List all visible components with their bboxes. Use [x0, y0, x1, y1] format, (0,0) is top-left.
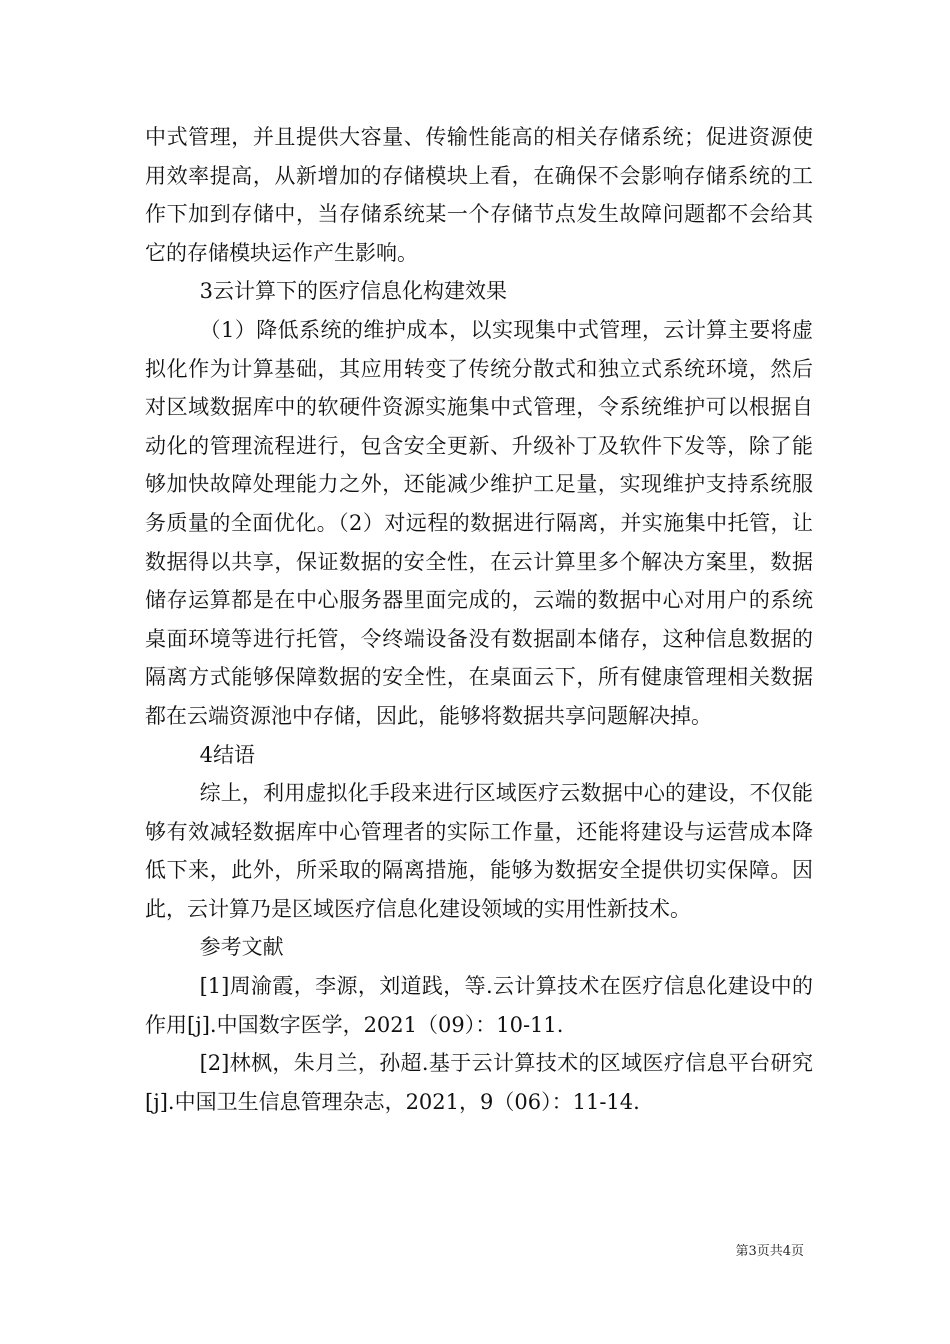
references-heading: 参考文献	[199, 935, 284, 960]
reference-item-2: [2]林枫，朱月兰，孙超.基于云计算技术的区域医疗信息平台研究[j].中国卫生信息管理杂志，2021，9（06）：11-14.	[145, 1051, 813, 1114]
paragraph-effects: （1）降低系统的维护成本，以实现集中式管理，云计算主要将虚拟化作为计算基础，其应用转变了传统分散式和独立式系统环境，然后对区域数据库中的软硬件资源实施集中式管理，令系统维护可以根据自动化的管理流程进行，包含安全更新、升级补丁及软件下发等，除了能够加快故障处理能力之外，还能减少维护工足量，实现维护支持系统服务质量的全面优化。（2）对远程的数据进行隔离，并实施集中托管，让数据得以共享，保证数据的安全性，在云计算里多个解决方案里，数据储存运算都是在中心服务器里面完成的，云端的数据中心对用户的系统桌面环境等进行托管，令终端设备没有数据副本储存，这种信息数据的隔离方式能够保障数据的安全性，在桌面云下，所有健康管理相关数据都在云端资源池中存储，因此，能够将数据共享问题解决掉。	[145, 317, 813, 728]
page-number-footer: 第3页共4页	[735, 1244, 804, 1259]
section-heading-3: 3云计算下的医疗信息化构建效果	[199, 279, 507, 304]
section-heading-4: 4结语	[199, 742, 255, 767]
reference-item-1: [1]周渝霞，李源，刘道践，等.云计算技术在医疗信息化建设中的作用[j].中国数字医学，2021（09）：10-11.	[145, 974, 813, 1037]
document-body	[145, 118, 813, 1121]
paragraph-conclusion: 综上，利用虚拟化手段来进行区域医疗云数据中心的建设，不仅能够有效减轻数据库中心管理者的实际工作量，还能将建设与运营成本降低下来，此外，所采取的隔离措施，能够为数据安全提供切实保障。因此，云计算乃是区域医疗信息化建设领域的实用性新技术。	[145, 781, 813, 921]
paragraph-continuation: 中式管理，并且提供大容量、传输性能高的相关存储系统；促进资源使用效率提高，从新增加的存储模块上看，在确保不会影响存储系统的工作下加到存储中，当存储系统某一个存储节点发生故障问题都不会给其它的存储模块运作产生影响。	[145, 125, 813, 265]
